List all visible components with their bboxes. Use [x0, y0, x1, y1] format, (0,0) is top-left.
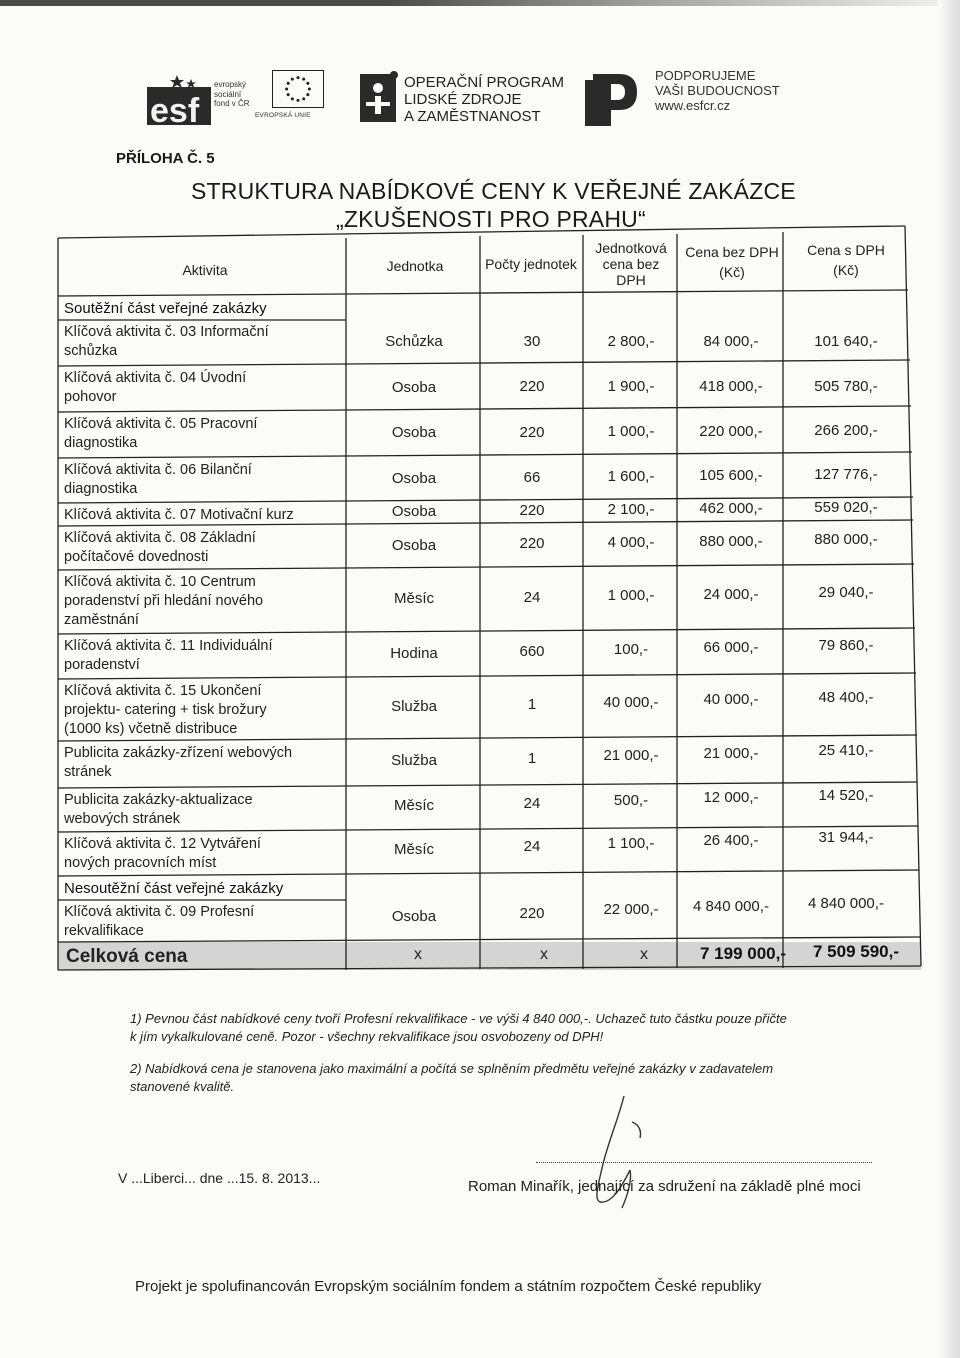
table-cell-price-excl: 220 000,- [699, 422, 763, 440]
activity-line: projektu- catering + tisk brožury [64, 702, 267, 718]
activity-line: Klíčová aktivita č. 11 Individuální [64, 638, 273, 654]
activity-line: stránek [64, 764, 112, 780]
table-row-activity [64, 573, 344, 630]
activity-line: Publicita zakázky-aktualizace [64, 792, 253, 808]
activity-line: Klíčová aktivita č. 12 Vytváření [64, 836, 261, 852]
activity-line: diagnostika [64, 481, 138, 497]
header-unit: Jednotka [386, 258, 444, 274]
table-cell-unit: Osoba [391, 503, 437, 521]
table-cell-count: 30 [523, 333, 541, 350]
header-unit-price: Jednotková cena bez DPH [595, 240, 667, 288]
table-row-activity [64, 369, 344, 407]
header-activity: Aktivita [182, 262, 228, 278]
total-unit-price: x [640, 946, 648, 963]
table-row-activity [64, 461, 344, 499]
table-cell-price-incl: 25 410,- [818, 742, 874, 760]
table-cell-unit: Osoba [391, 378, 437, 396]
table-row-activity [64, 682, 344, 739]
table-cell-count: 1 [527, 695, 537, 713]
handwritten-signature-icon [572, 1090, 662, 1220]
table-cell-price-excl: 24 000,- [703, 585, 759, 603]
esfcr-text: PODPORUJEME VAŠI BUDOUCNOST www.esfcr.cz [655, 68, 780, 113]
activity-line: Klíčová aktivita č. 07 Motivační kurz [64, 507, 294, 523]
table-cell-count: 220 [519, 378, 545, 396]
table-cell-count: 220 [519, 423, 545, 441]
scan-edge-shadow [938, 0, 960, 1358]
table-cell-price-excl: 84 000,- [703, 333, 759, 350]
header-count: Počty jednotek [485, 256, 577, 272]
table-cell-count: 24 [523, 794, 541, 812]
table-row-activity [64, 835, 344, 873]
signer-name: Roman Minařík, jednající za sdružení na základě plné moci [468, 1178, 861, 1195]
table-cell-unit-price: 21 000,- [603, 747, 659, 765]
activity-line: schůzka [64, 343, 118, 359]
note-1-line-1: 1) Pevnou část nabídkové ceny tvoří Profesní rekvalifikace - ve výši 4 840 000,-. Uchazeč tuto částku pouze přičte [130, 1011, 787, 1026]
header-price-incl-vat: Cena s DPH (Kč) [807, 242, 885, 278]
activity-line: Klíčová aktivita č. 08 Základní [64, 530, 256, 546]
activity-line: rekvalifikace [64, 923, 144, 939]
table-cell-unit: Osoba [391, 469, 437, 487]
table-cell-price-excl: 21 000,- [703, 744, 759, 762]
table-cell-count: 24 [523, 838, 541, 856]
activity-line: Klíčová aktivita č. 15 Ukončení [64, 683, 262, 699]
note-1-line-2: k jím vykalkulované ceně. Pozor - všechny rekvalifikace jsou osvobozeny od DPH! [130, 1029, 604, 1044]
table-cell-unit-price: 1 000,- [607, 587, 655, 605]
table-cell-unit: Hodina [390, 644, 438, 662]
table-cell-price-excl: 66 000,- [703, 638, 759, 656]
table-cell-unit-price: 1 100,- [607, 835, 655, 853]
table-cell-unit-price: 4 000,- [607, 533, 655, 551]
table-cell-unit-price: 1 000,- [607, 423, 655, 441]
table-cell-price-incl: 505 780,- [814, 377, 878, 395]
esf-logo-icon [147, 73, 211, 125]
activity-line: poradenství [64, 657, 140, 673]
annex-label: PŘÍLOHA Č. 5 [116, 150, 215, 167]
table-cell-unit: Měsíc [393, 797, 434, 815]
total-price-incl-vat: 7 509 590,- [813, 942, 900, 961]
table-cell-unit: Osoba [391, 536, 437, 554]
table-cell-price-incl: 101 640,- [814, 333, 878, 350]
table-row-activity [64, 744, 344, 782]
eu-label: EVROPSKÁ UNIE [255, 112, 311, 119]
esf-caption: evropský sociální fond v ČR [214, 80, 250, 108]
table-cell-unit-price: 1 900,- [607, 378, 655, 396]
activity-line: Klíčová aktivita č. 03 Informační [64, 324, 269, 340]
esfcr-logo-icon [583, 70, 639, 128]
table-cell-count: 220 [519, 535, 545, 553]
activity-line: Klíčová aktivita č. 10 Centrum [64, 574, 256, 590]
table-row-activity [64, 637, 344, 675]
table-cell-price-incl: 880 000,- [814, 531, 878, 549]
table-cell-price-excl: 418 000,- [699, 377, 763, 395]
table-cell-price-excl: 462 000,- [699, 500, 763, 518]
op-lzz-logo-icon [356, 66, 400, 126]
activity-line: pohovor [64, 389, 117, 405]
scan-top-strip [0, 0, 960, 6]
table-cell-unit: Služba [391, 752, 437, 770]
table-cell-unit-price: 2 100,- [607, 501, 655, 519]
table-cell-price-incl: 48 400,- [818, 689, 874, 707]
header-price-excl-vat: Cena bez DPH (Kč) [685, 244, 779, 280]
activity-line: nových pracovních míst [64, 855, 217, 871]
table-cell-unit-price: 2 800,- [607, 333, 655, 350]
activity-line: Klíčová aktivita č. 06 Bilanční [64, 462, 252, 478]
activity-line: Klíčová aktivita č. 04 Úvodní [64, 370, 247, 386]
activity-line: počítačové dovednosti [64, 549, 209, 565]
table-cell-unit-price: 1 600,- [607, 468, 655, 486]
table-cell-count: 66 [523, 468, 541, 486]
table-cell-unit: Měsíc [393, 841, 434, 859]
table-cell-price-incl: 14 520,- [818, 786, 874, 804]
table-cell-price-excl: 4 840 000,- [693, 898, 769, 916]
note-2-line-1: 2) Nabídková cena je stanovena jako maximální a počítá se splněním předmětu veřejné zakázky v zadavatelem [130, 1061, 774, 1076]
document-title: STRUKTURA NABÍDKOVÉ CENY K VEŘEJNÉ ZAKÁZCE [191, 178, 796, 204]
total-unit: x [414, 946, 422, 963]
activity-line: webových stránek [64, 811, 181, 827]
table-cell-count: 1 [527, 749, 537, 767]
op-lzz-text: OPERAČNÍ PROGRAM LIDSKÉ ZDROJE A ZAMĚSTNANOST [404, 74, 565, 125]
activity-line: Klíčová aktivita č. 09 Profesní [64, 904, 255, 920]
place-and-date: V ...Liberci... dne ...15. 8. 2013... [118, 1170, 321, 1186]
table-cell-unit-price: 22 000,- [603, 901, 659, 919]
table-row-activity [64, 323, 344, 361]
document-subtitle: „ZKUŠENOSTI PRO PRAHU“ [336, 206, 646, 232]
total-label: Celková cena [66, 946, 188, 967]
footer-funding-note: Projekt je spolufinancován Evropským sociálním fondem a státním rozpočtem České republiky [135, 1278, 762, 1295]
table-cell-price-incl: 31 944,- [818, 829, 874, 847]
table-cell-price-excl: 105 600,- [699, 467, 763, 485]
activity-line: Klíčová aktivita č. 05 Pracovní [64, 416, 258, 432]
table-cell-price-incl: 79 860,- [818, 637, 874, 655]
table-row-activity [64, 791, 344, 829]
table-cell-price-incl: 559 020,- [814, 499, 878, 517]
esf-logo-text: esf [150, 92, 200, 125]
table-cell-price-excl: 26 400,- [703, 832, 759, 850]
table-cell-unit-price: 100,- [613, 640, 649, 658]
table-cell-price-excl: 12 000,- [703, 789, 759, 807]
table-cell-unit-price: 500,- [613, 791, 649, 809]
table-cell-price-incl: 4 840 000,- [808, 894, 884, 912]
activity-line: diagnostika [64, 435, 138, 451]
section-competitive: Soutěžní část veřejné zakázky [64, 300, 267, 317]
activity-line: poradenství při hledání nového [64, 593, 264, 609]
table-row-activity [64, 506, 344, 525]
table-cell-price-excl: 880 000,- [699, 532, 763, 550]
table-row-activity [64, 415, 344, 453]
eu-flag-icon [272, 70, 324, 108]
activity-line: zaměstnání [64, 612, 139, 628]
activity-line: (1000 ks) včetně distribuce [64, 721, 238, 737]
total-price-excl-vat: 7 199 000,- [700, 944, 787, 963]
table-cell-count: 24 [523, 588, 541, 606]
table-cell-price-incl: 29 040,- [818, 583, 874, 601]
table-cell-count: 220 [519, 502, 545, 520]
total-count: x [540, 946, 548, 963]
table-cell-price-incl: 127 776,- [814, 466, 878, 484]
table-cell-price-excl: 40 000,- [703, 691, 759, 709]
table-cell-unit: Schůzka [385, 333, 443, 350]
table-cell-count: 660 [519, 642, 545, 660]
table-row-activity [64, 903, 344, 941]
table-cell-unit: Osoba [391, 424, 437, 442]
note-2-line-2: stanovené kvalitě. [130, 1079, 235, 1094]
activity-line: Publicita zakázky-zřízení webových [64, 745, 293, 761]
table-cell-unit: Osoba [391, 907, 437, 925]
table-cell-unit: Služba [391, 697, 437, 715]
table-cell-price-incl: 266 200,- [814, 422, 878, 440]
section-noncompetitive: Nesoutěžní část veřejné zakázky [64, 880, 284, 897]
table-row-activity [64, 529, 344, 567]
table-cell-count: 220 [519, 904, 545, 922]
table-cell-unit: Měsíc [393, 590, 434, 608]
table-cell-unit-price: 40 000,- [603, 693, 659, 711]
